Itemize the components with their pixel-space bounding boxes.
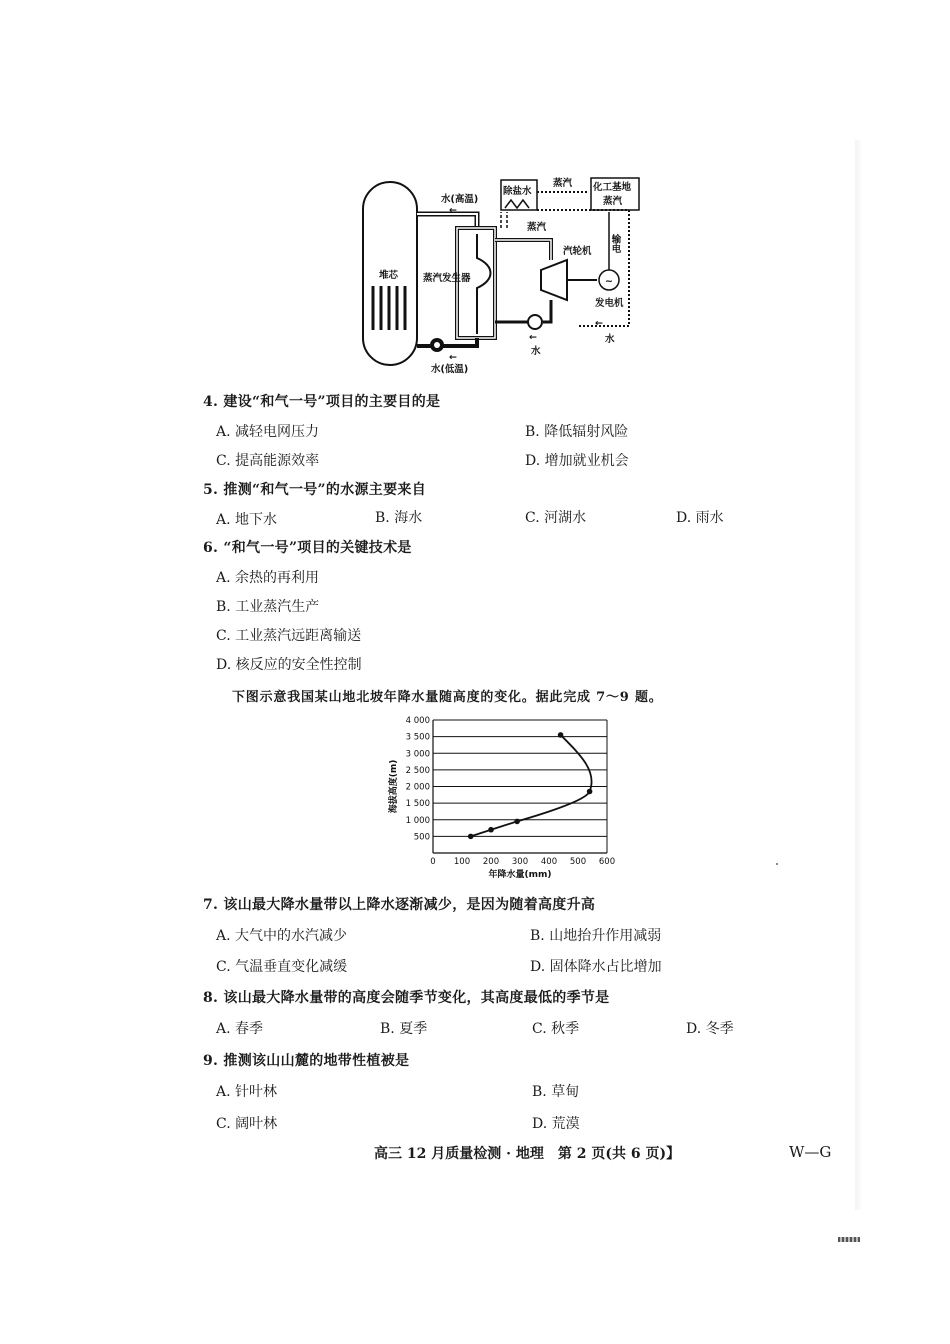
nuclear-plant-diagram	[355, 170, 655, 380]
y-tick-label: 2 500	[405, 765, 430, 776]
question-6-option-a[interactable]: A. 余热的再利用	[216, 570, 320, 586]
steam-generator-label: 蒸汽发生器	[423, 273, 471, 284]
data-point	[514, 819, 520, 825]
main-steam-pipe	[495, 240, 551, 260]
arrow-left-icon: ←	[529, 332, 537, 343]
page-footer: 高三 12 月质量检测 · 地理 第 2 页(共 6 页)】	[374, 1146, 681, 1162]
question-6-option-c[interactable]: C. 工业蒸汽远距离输送	[216, 628, 362, 644]
precipitation-altitude-chart	[380, 712, 630, 882]
question-4-option-a[interactable]: A. 减轻电网压力	[216, 424, 320, 440]
arrow-left-icon: ←	[449, 205, 457, 216]
chem-base-label: 化工基地	[593, 182, 632, 193]
y-tick-label: 500	[413, 832, 430, 843]
water-bottom-mid-label: 水	[531, 346, 541, 357]
water-low-temp-label: 水(低温)	[431, 364, 469, 375]
question-9-option-c[interactable]: C. 阔叶林	[216, 1116, 278, 1132]
question-8-option-c[interactable]: C. 秋季	[532, 1021, 580, 1037]
question-5-stem: 5. 推测“和气一号”的水源主要来自	[203, 482, 426, 498]
question-8-option-b[interactable]: B. 夏季	[380, 1021, 428, 1037]
question-4-stem: 4. 建设“和气一号”项目的主要目的是	[203, 394, 441, 410]
y-tick-label: 2 000	[405, 782, 430, 793]
generator-symbol: ~	[605, 276, 613, 287]
data-point	[488, 827, 494, 833]
precipitation-curve	[471, 735, 592, 836]
x-tick-label: 100	[453, 857, 471, 867]
y-tick-label: 4 000	[405, 716, 430, 726]
turbine-icon	[541, 260, 567, 300]
scan-speck	[776, 863, 778, 865]
question-9-option-d[interactable]: D. 荒漠	[532, 1116, 580, 1132]
question-8-option-d[interactable]: D. 冬季	[686, 1021, 734, 1037]
x-axis-label: 年降水量(mm)	[488, 870, 552, 880]
reactor-core-label: 堆芯	[379, 270, 399, 281]
question-7-option-a[interactable]: A. 大气中的水汽减少	[216, 928, 348, 944]
question-5-option-a[interactable]: A. 地下水	[216, 512, 278, 528]
question-5-option-c[interactable]: C. 河湖水	[525, 510, 587, 526]
page-edge	[855, 140, 861, 1210]
x-tick-label: 500	[569, 857, 587, 867]
question-7-stem: 7. 该山最大降水量带以上降水逐渐减少，是因为随着高度升高	[203, 897, 596, 913]
question-8-stem: 8. 该山最大降水量带的高度会随季节变化，其高度最低的季节是	[203, 990, 610, 1006]
y-tick-label: 1 000	[405, 815, 430, 826]
question-4-option-d[interactable]: D. 增加就业机会	[525, 453, 629, 469]
x-tick-label: 0	[430, 857, 436, 867]
steam-mid-label: 蒸汽	[527, 222, 547, 233]
chart-grid	[433, 720, 607, 836]
question-7-option-b[interactable]: B. 山地抬升作用减弱	[530, 928, 662, 944]
water-bottom-right-label: 水	[605, 334, 615, 345]
y-tick-label: 3 000	[405, 749, 430, 760]
data-point	[558, 732, 564, 738]
x-tick-label: 600	[598, 857, 616, 867]
fuel-rods	[373, 286, 405, 330]
question-9-stem: 9. 推测该山山麓的地带性植被是	[203, 1053, 410, 1069]
question-5-option-b[interactable]: B. 海水	[375, 510, 423, 526]
question-6-option-b[interactable]: B. 工业蒸汽生产	[216, 599, 320, 615]
question-8-option-a[interactable]: A. 春季	[216, 1021, 264, 1037]
water-high-temp-label: 水(高温)	[441, 194, 479, 205]
turbine-label: 汽轮机	[563, 246, 592, 257]
question-7-option-d[interactable]: D. 固体降水占比增加	[530, 959, 662, 975]
data-point	[587, 789, 593, 795]
question-4-option-c[interactable]: C. 提高能源效率	[216, 453, 320, 469]
feedwater-pipe	[543, 300, 551, 322]
y-tick-label: 3 500	[405, 732, 430, 743]
chart-intro-text: 下图示意我国某山地北坡年降水量随高度的变化。据此完成 7～9 题。	[232, 690, 663, 705]
y-axis-label: 海拔高度(m)	[389, 759, 399, 814]
question-7-option-c[interactable]: C. 气温垂直变化减缓	[216, 959, 348, 975]
question-5-option-d[interactable]: D. 雨水	[676, 510, 724, 526]
x-tick-label: 400	[540, 857, 558, 867]
data-point	[468, 834, 474, 840]
y-tick-label: 1 500	[405, 799, 430, 810]
scan-mark	[838, 1237, 860, 1242]
generator-u-tube	[477, 234, 491, 334]
arrow-left-icon: ←	[449, 352, 457, 363]
exam-code: W—G	[789, 1143, 832, 1161]
x-tick-label: 300	[511, 857, 529, 867]
chem-steam-label: 蒸汽	[603, 196, 623, 207]
transmission-label: 输电	[609, 234, 621, 253]
question-6-option-d[interactable]: D. 核反应的安全性控制	[216, 657, 362, 673]
question-9-option-a[interactable]: A. 针叶林	[216, 1084, 278, 1100]
generator-label: 发电机	[595, 298, 624, 309]
steam-top-label: 蒸汽	[553, 178, 573, 189]
feedwater-pump-icon	[528, 315, 542, 329]
x-tick-label: 200	[482, 857, 500, 867]
chart-ticks	[406, 716, 615, 867]
desalination-label: 除盐水	[503, 186, 532, 197]
arrow-left-icon: ←	[595, 318, 603, 329]
question-6-stem: 6. “和气一号”项目的关键技术是	[203, 540, 412, 556]
question-4-option-b[interactable]: B. 降低辐射风险	[525, 424, 629, 440]
question-9-option-b[interactable]: B. 草甸	[532, 1084, 580, 1100]
